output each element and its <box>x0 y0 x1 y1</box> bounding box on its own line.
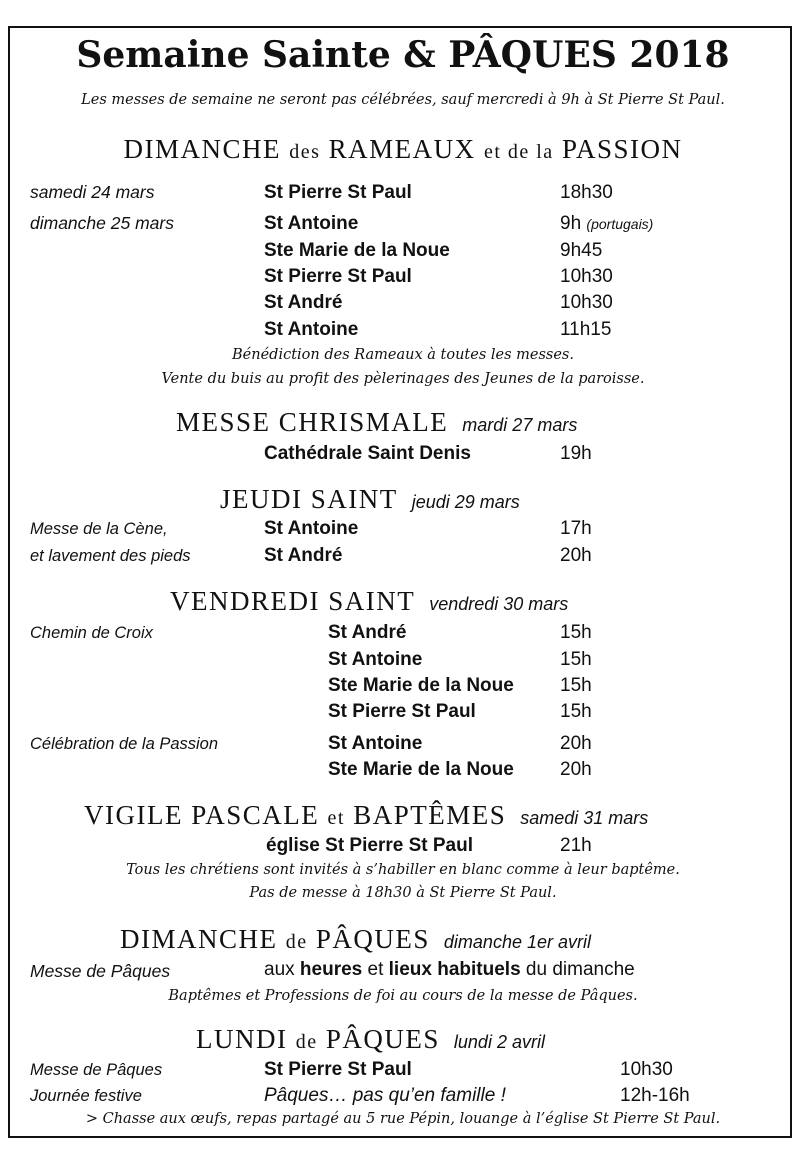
heading-word: RAMEAUX <box>328 134 476 164</box>
time: 20h <box>560 545 592 566</box>
heading-paques <box>120 924 591 955</box>
label-messe-paques-lundi: Messe de Pâques <box>30 1061 163 1079</box>
label-journee-festive: Journée festive <box>30 1087 142 1105</box>
label-samedi: samedi 24 mars <box>30 182 155 202</box>
label-cene: Messe de la Cène, <box>30 520 168 538</box>
time: 12h-16h <box>620 1085 690 1106</box>
heading-vigile <box>84 800 648 831</box>
time <box>560 213 653 235</box>
place: Cathédrale Saint Denis <box>264 443 471 464</box>
heading-word: VIGILE PASCALE <box>84 800 320 830</box>
time: 18h30 <box>560 182 613 203</box>
heading-word: DIMANCHE <box>123 134 281 164</box>
label-dimanche: dimanche 25 mars <box>30 213 174 233</box>
heading-text: MESSE CHRISMALE <box>176 407 449 437</box>
heading-word: PÂQUES <box>325 1024 440 1054</box>
event-title: Pâques… pas qu’en famille ! <box>264 1085 506 1106</box>
heading-word: PASSION <box>561 134 683 164</box>
label-lavement: et lavement des pieds <box>30 547 191 565</box>
note-paques: Baptêmes et Professions de foi au cours de la messe de Pâques. <box>168 988 638 1004</box>
heading-date: samedi 31 mars <box>520 808 649 828</box>
place: St André <box>264 545 343 566</box>
heading-text: JEUDI SAINT <box>220 484 398 514</box>
place: Ste Marie de la Noue <box>264 240 450 261</box>
heading-jeudi <box>220 484 520 515</box>
time: 17h <box>560 518 592 539</box>
heading-lundi <box>196 1024 545 1055</box>
place: St Pierre St Paul <box>264 1059 412 1080</box>
place: St André <box>328 622 407 643</box>
intro-note: Les messes de semaine ne seront pas célébrées, sauf mercredi à 9h à St Pierre St Paul. <box>81 92 725 108</box>
place: St Antoine <box>264 319 359 340</box>
time: 20h <box>560 759 592 780</box>
heading-text: VENDREDI SAINT <box>170 586 416 616</box>
heading-word: de <box>285 931 308 953</box>
time: 15h <box>560 701 592 722</box>
heading-rameaux <box>0 134 806 165</box>
place: St Pierre St Paul <box>328 701 476 722</box>
heading-word: et de la <box>483 141 554 163</box>
heading-chrismale <box>176 407 577 438</box>
heading-date: jeudi 29 mars <box>411 492 520 512</box>
time: 15h <box>560 675 592 696</box>
heading-word: et <box>327 807 345 829</box>
heading-word: BAPTÊMES <box>353 800 507 830</box>
heading-word: PÂQUES <box>315 924 430 954</box>
heading-date: mardi 27 mars <box>462 415 578 435</box>
place: St Antoine <box>328 649 423 670</box>
place: St Antoine <box>264 518 359 539</box>
place: Ste Marie de la Noue <box>328 675 514 696</box>
time: 10h30 <box>620 1059 673 1080</box>
place: église St Pierre St Paul <box>266 835 473 856</box>
note-rameaux-2: Vente du buis au profit des pèlerinages des Jeunes de la paroisse. <box>161 371 645 387</box>
note-rameaux-1: Bénédiction des Rameaux à toutes les messes. <box>232 347 574 363</box>
place: Ste Marie de la Noue <box>328 759 514 780</box>
text: et <box>367 959 384 980</box>
time: 15h <box>560 649 592 670</box>
time: 20h <box>560 733 592 754</box>
time: 21h <box>560 835 592 856</box>
place: St Antoine <box>328 733 423 754</box>
note-vigile-2: Pas de messe à 18h30 à St Pierre St Paul. <box>249 885 557 901</box>
heading-date: vendredi 30 mars <box>429 594 569 614</box>
heading-date: lundi 2 avril <box>453 1032 545 1052</box>
time: 15h <box>560 622 592 643</box>
text-bold: lieux habituels <box>388 959 521 980</box>
heading-date: dimanche 1er avril <box>443 932 591 952</box>
time-remark: (portugais) <box>586 216 654 232</box>
heading-word: LUNDI <box>196 1024 288 1054</box>
label-messe-paques: Messe de Pâques <box>30 961 171 981</box>
time: 10h30 <box>560 292 613 313</box>
paques-info <box>264 959 635 981</box>
heading-word: des <box>289 141 321 163</box>
note-lundi: > Chasse aux œufs, repas partagé au 5 rue Pépin, louange à l’église St Pierre St Paul. <box>85 1111 721 1127</box>
time: 19h <box>560 443 592 464</box>
note-vigile-1: Tous les chrétiens sont invités à s’habiller en blanc comme à leur baptême. <box>126 862 680 878</box>
place: St Pierre St Paul <box>264 182 412 203</box>
label-celebration-passion: Célébration de la Passion <box>30 735 219 753</box>
time-value: 9h <box>560 213 582 234</box>
text: aux <box>264 959 295 980</box>
time: 9h45 <box>560 240 603 261</box>
place: St André <box>264 292 343 313</box>
heading-word: de <box>295 1031 318 1053</box>
place: St Antoine <box>264 213 359 234</box>
time: 10h30 <box>560 266 613 287</box>
place: St Pierre St Paul <box>264 266 412 287</box>
heading-word: DIMANCHE <box>120 924 278 954</box>
page-title: Semaine Sainte & PÂQUES 2018 <box>76 34 730 76</box>
text: du dimanche <box>525 959 635 980</box>
time: 11h15 <box>560 319 612 340</box>
text-bold: heures <box>299 959 363 980</box>
label-chemin-croix: Chemin de Croix <box>30 624 153 642</box>
heading-vendredi <box>170 586 568 617</box>
